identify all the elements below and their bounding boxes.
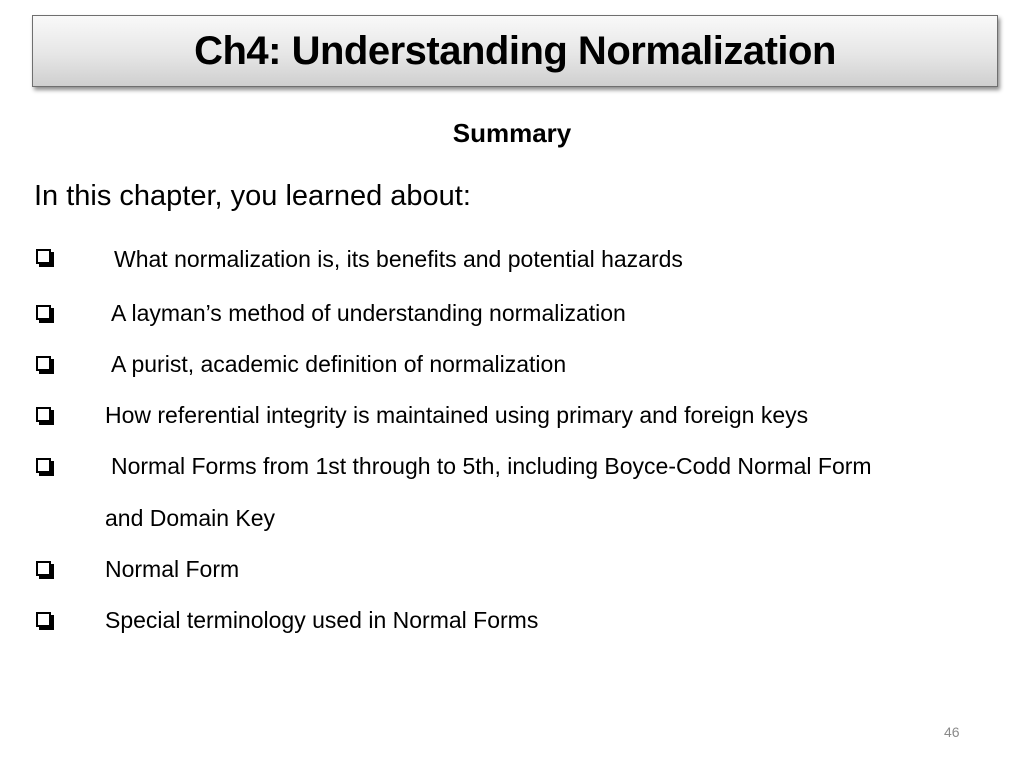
list-item-text: and Domain Key <box>105 505 276 531</box>
checkbox-square-icon <box>36 561 51 576</box>
section-heading: Summary <box>452 118 572 148</box>
checkbox-square-icon <box>36 407 51 422</box>
checkbox-square-icon <box>36 249 51 264</box>
page-number: 46 <box>944 724 960 740</box>
list-item-text: Normal Forms from 1st through to 5th, including Boyce-Codd Normal Form <box>111 453 872 479</box>
list-item-text: What normalization is, its benefits and potential hazards <box>114 246 683 272</box>
list-item-text: Normal Form <box>105 556 240 582</box>
checkbox-square-icon <box>36 458 51 473</box>
checkbox-square-icon <box>36 356 51 371</box>
intro-text: In this chapter, you learned about: <box>34 180 471 212</box>
checkbox-square-icon <box>36 612 51 627</box>
slide-title: Ch4: Understanding Normalization <box>194 28 836 73</box>
list-item-text: A layman’s method of understanding normalization <box>111 300 626 326</box>
list-item-text: How referential integrity is maintained using primary and foreign keys <box>105 402 809 428</box>
list-item-text: Special terminology used in Normal Forms <box>105 607 539 633</box>
list-item-text: A purist, academic definition of normalization <box>111 351 567 377</box>
checkbox-square-icon <box>36 305 51 320</box>
title-banner <box>32 15 998 87</box>
